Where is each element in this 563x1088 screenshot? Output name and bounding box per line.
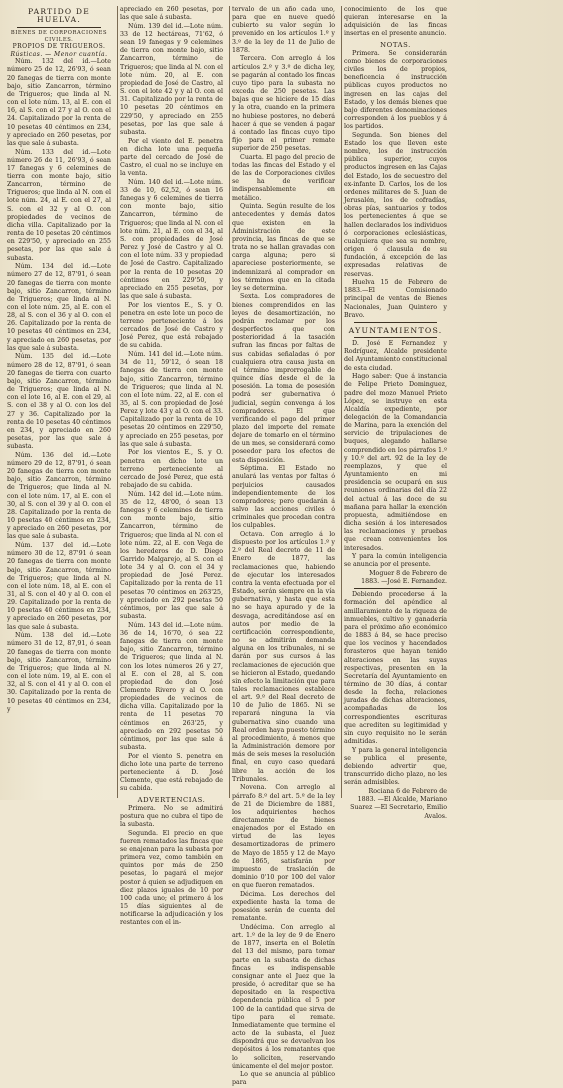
paragraph: Huelva 15 de Febrero de 1883.—El Comisionado principal de ventas de Bienes Nacionales, Juan Quintero y Bravo. (344, 279, 447, 319)
divider (17, 27, 101, 28)
paragraph: Novena. Con arreglo al párrafo 8.º del art. 5.º de la ley de 21 de Diciembre de 1881, los adquirientes hechos directamente de bienes enajenados por el Estado en virtud de las leyes desamortizadoras de primero de Mayo de 1855 y 12 de Mayo de 1865, satisfarán por impuesto de traslación de dominio 0'10 por 100 del valor en que fueron rematados. (232, 784, 335, 890)
signature: Rociana 6 de Febrero de 1883. —El Alcalde, Mariano Suarez —El Secretario, Emilio Avalos. (350, 788, 447, 820)
paragraph: Segunda. Son bienes del Estado los que lleven este nombre, los de instrucción pública superior, cuyos productos ingresen en las Cajas del Estado, los de secuestro del ex-infante D. Carlos, los de los ordenes militares de S. Juan de Jerusalén, los de cofradías, obras pías, santuarios y todos los pertenecientes á que se hallen declarados los individuos ó corporaciones eclesiásticas, cualquiera que sea su nombre, origen ó clausula de su fundación, á excepción de las expresadas relativas de reservas. (344, 131, 447, 278)
column-4 (341, 6, 449, 820)
paragraph: tervalo de un año cada uno, para que en nueve quedó cubierto su valor según lo prevenido en los artículos 1.º y 3.º de la ley de 11 de Julio de 1878. (232, 6, 335, 54)
paragraph: Núm. 133 del id.—Lote número 26 de 11, 26'93, ó sean 17 fanegas y 6 celemines de tierra con monte bajo, sitio Zancarron, término de Trigueros; que linda al N. con el lote núm. 24, al E. con el 27, al S. con el 32 y al O. con propiedades de vecinos de dicha villa. Capitalizado por la renta de 10 pesetas 20 céntimos en 229'50, y apreciado en 255 pesetas, por las que sale á subasta. (7, 148, 111, 262)
paragraph: Núm. 137 del id.—Lote número 30 de 12, 87'91 ó sean 20 fanegas de tierra con monte bajo, sitio Zancarron, término de Trigueros; que linda al N. con el lote núm. 18, al E. con el 31, al S. con el 40 y al O. con el 29. Capitalizado por la renta de 10 pesetas 40 céntimos en 234, y apreciado en 260 pesetas, por las que sale á subasta. (7, 542, 111, 631)
paragraph: Octava. Con arreglo á lo dispuesto por los artículos 1.º y 2.º del Real decreto de 11 de Enero de 1877, las reclamaciones que, habiendo de ejecutar los interesados contra la venta efectuada por el Estado, serán siempre en la vía gubernativa, y hasta que esta no se haya apurado y de la desvaga, acreditándose así en autos por medio de la certificación correspondiente, no se admitirán demanda alguna en los tribunales, ni se darán por sus cursos á las reclamaciones de ejecución que se hicieron al Estado, quedando sin efecto la limitación que para tales reclamaciones establece el art. 9.º del Real decreto de 10 de Julio de 1865. Ni se reparará ninguna la vía gubernativa sino cuando una Real orden haya puesto término al procedimiento, á menos que la Administración demore por más de seis meses la resolución final, en cuyo caso quedará libre la acción de los Tribunales. (232, 531, 335, 783)
paragraph: Quinta. Según resulte de los antecedentes y demás datos que existen en la Administración de este provincia, las fincas de que se trata no se hallan gravadas con carga alguna; pero si apareciese posteriormente, se indemnizará al comprador en los términos que en la citada ley se determina. (232, 203, 335, 292)
paragraph: Sexta. Los compradores de bienes comprendidos en las leyes de desamortización, no podrán reclamar por los desperfectos que con posterioridad á la tasación sufran las fincas por faltas de sus cabidas señaladas ó por cualquiera otra causa justa en el término improrrogable de quince días desde el de la posesión. La toma de posesión podrá ser gubernativa ó judicial, según convenga á los compradores. El que verificando el pago del primer plazo del importe del remate dejare de tomarlo en el término de un mes, se considerará como poseedor para los efectos de esta disposición. (232, 293, 335, 464)
paragraph: Décima. Los derechos del expediente hasta la toma de posesión serán de cuenta del rematante. (232, 890, 335, 923)
section-title-notas: NOTAS. (380, 40, 411, 49)
subheading: BIENES DE CORPORACIONES CIVILES. (10, 30, 108, 43)
paragraph: Por los vientos E., S. y O. penetra en este lote un poco de terreno perteneciente á los cercados de José de Castro y José Perez, que está rebajado de su cabida. (120, 301, 223, 350)
paragraph: Y para la común inteligencia se anuncia por el presente. (344, 553, 447, 569)
paragraph: Núm. 136 del id.—Lote número 29 de 12, 87'91, ó sean 20 fanegas de tierra con monte bajo, sitio Zancarron, término de Trigueros; que linda al N. con el lote núm. 17, al E. con el 30, al S. con el 39 y al O. con el 28. Capitalizado por la renta de 10 pesetas 40 céntimos en 234, y apreciado en 260 pesetas, por las que sale á subasta. (7, 451, 111, 541)
section-header: PARTIDO DE HUELVA. (28, 7, 90, 25)
paragraph: Primera. Se considerarán como bienes de corporaciones civiles los de propios, beneficencia é instrucción públicas cuyos productos no ingresen en las cajas del Estado, y los demás bienes que bajo diferentes denominaciones corresponden á los pueblos y á los partidos. (344, 49, 447, 131)
section-title-advertencias: ADVERTENCIAS. (137, 795, 206, 804)
paragraph: Debiendo procederse á la formación del apéndice al amillaramiento de la riqueza de inmuebles, cultivo y ganadería para el próximo año económico de 1883 á 84, se hace preciso que los vecinos y hacendados forasteros que hayan tenido alteraciones en las suyas respectivas, presenten en la Secretaría del Ayuntamiento en término de 30 días, á contar desde la fecha, relaciones juradas de dichas alteraciones, acompañadas de los correspondientes escrituras que acrediten su legitimidad y sin cuyo requisito no le serán admitidas. (344, 591, 447, 746)
paragraph: apreciado en 260 pesetas, por las que sale á subasta. (120, 6, 223, 22)
divider (354, 322, 437, 323)
column-3 (229, 6, 337, 1087)
paragraph: Núm. 135 del id.—Lote número 28 de 12, 87'91, ó sean 20 fanegas de tierra con cuarto bajo, sitio Zancarron, término de Trigueros; que linda al N. con el lote 16, al E. con el 29, al S. con el 38 y al O. con los del 27 y 36. Capitalizado por la renta de 10 pesetas 40 céntimos en 234, y apreciado en 260 pesetas, por las que sale á subasta. (7, 353, 111, 451)
paragraph: Por los vientos E., S. y O. penetra en dicho lote un terreno perteneciente al cercado de José Perez, que está rebajado de su cabida. (120, 449, 223, 490)
column-2 (117, 6, 225, 927)
paragraph: Segunda. El precio en que fueren rematados las fincas que se enajenan para la subasta por primera vez, como también en quintos por más de 250 pesetas, lo pagará el mejor postor á quien se adjudiquen en diez plazos iguales de 10 por 100 cada uno; el primero á los 15 días siguientes al de notificarse la adjudicación y los restantes con el in- (120, 829, 223, 927)
paragraph: Núm. 143 del id.—Lote núm. 36 de 14, 16'70, ó sea 22 fanegas de tierra con monte bajo, sitio Zancarron, término de Trigueros; que linda al N. con los lotes números 26 y 27, al E. con el 28, al S. con propiedad de don José Clemente Rivero y al O. con propiedades de vecinos de dicha villa. Capitalizado por la renta de 11 pesetas 70 céntimos en 263'25, y apreciado en 292 pesetas 50 céntimos, por las que sale á subasta. (120, 621, 223, 752)
paragraph: conocimiento de los que quieran interesarse en la adquisición de las fincas insertas en el presente anuncio. (344, 6, 447, 38)
paragraph: Por el viento S. penetra en dicho lote una parte de terreno perteneciente á D. José Clemente, que está rebajado de su cabida. (120, 752, 223, 793)
signature: Moguer 8 de Febrero de 1883. —José E. Fernandez. (361, 569, 447, 586)
subheading: PROPIOS DE TRIGUEROS. (12, 43, 106, 51)
paragraph: Núm. 140 del id.—Lote núm. 33 de 10, 62,52, ó sean 16 fanegas y 6 celemines de tierra con monte bajo, sitio Zancarron, término de Trigueros; que linda al N. con el lote núm. 21, al E. con el 34, al S. con propiedades de José Perez y José de Castro y al O. con el lote núm. 33 y propiedad de José de Castro. Capitalizado por la renta de 10 pesetas 20 céntimos en 229'50, y apreciado en 255 pesetas, por las que sale á subasta. (120, 178, 223, 300)
paragraph: Por el viento del E. penetra en dicha lote una pequeña parte del cercado de José de Castro, el cual no se incluye en la venta. (120, 137, 223, 178)
divider (354, 588, 437, 589)
column-1 (5, 6, 113, 798)
paragraph: Núm. 132 del id.—Lote número 25 de 12, 26'93, ó sean 20 fanegas de tierra con monte bajo, sitio Zancarron, término de Trigueros; que linda al N. con el lote núm. 13, al E. con el 16, al S. con el 27 y al O. con el 24. Capitalizado por la renta de 10 pesetas 40 céntimos en 234, y apreciado en 260 pesetas, por las que sale á subasta. (7, 58, 111, 147)
paragraph: Hago saber: Que á instancia de Felipe Prieto Dominguez, padre del mozo Manuel Prieto López, se instruye en esta Alcaldía expediente, por delegación de la Comandancia de Marina, para la exención del servicio de tripulaciones de buques, alegando hallarse comprendido en los párrafos 1.º y 10.º del art. 92 de la ley de reemplazos, y que el Ayuntamiento en mi presidencia se ocupará en sus reuniones ordinarias del día 22 del actual á las doce de su mañana para hallar la exención propuesta, admitiéndose en dicha sesión á los interesados las reclamaciones y pruebas que crean convenientes los interesados. (344, 373, 447, 552)
paragraph: Núm. 142 del id.—Lote núm. 35 de 12, 48'00, ó sean 13 fanegas y 6 celemines de tierra con monte bajo, sitio Zancarron, término de Trigueros; que linda al N. con el lote núm. 22, al E. con Vega de los herederos de D. Diego Garrido Malgarejo, al S. con el lote 34 y al O. con el 34 y propiedad de José Perez. Capitalizado por la renta de 11 pesetas 70 céntimos en 263'25, y apreciado en 292 pesetas 50 céntimos, por las que sale á subasta. (120, 490, 223, 621)
paragraph: Núm. 139 del id.—Lote núm. 33 de 12 hectáreas, 71'62, ó sean 19 fanegas y 9 celemines de tierra con monte bajo, sitio Zancarron, término de Trigueros; que linda al N. con el lote núm. 20, al E. con propiedad de José de Castro, al S. con el lote 42 y y al O. con el 31. Capitalizado por la renta de 10 pesetas 20 céntimos en 229'50, y apreciado en 255 pesetas, por las que sale á subasta. (120, 22, 223, 136)
paragraph: Núm. 134 del id.—Lote número 27 de 12, 87'91, ó sean 20 fanegas de tierra con monte bajo, sitio Zancarron, término de Trigueros; que linda al N. con el lote núm. 25, al E. con el 28, al S. con el 36 y al O. con el 26. Capitalizado por la renta de 10 pesetas 40 céntimos en 234, y apreciado en 260 pesetas, por las que sale á subasta. (7, 263, 111, 352)
divider (354, 337, 437, 338)
paragraph: D. José E Fernandez y Rodríguez, Alcalde presidente del Ayuntamiento constitucional de esta ciudad. (344, 340, 447, 372)
paragraph: Séptima. El Estado no anulará las ventas por faltas ó perjuicios causados independientemente de los compradores; pero quedarán á salvo las acciones civiles ó criminales que procedan contra los culpables. (232, 465, 335, 530)
paragraph: Tercera. Con arreglo á los artículos 2.º y 3.º de dicha ley, se pagarán al contado los fincas cuyo tipo para la subasta no exceda de 250 pesetas. Las bajas que se hiciere de 15 días y la otra, cuando en la primera no hubiese postores, no deberá hacer á que se venden á pagar á contado las fincas cuyo tipo fijo para el primer remate superior de 250 pesetas. (232, 55, 335, 153)
paragraph: Cuarta. El pago del precio de todas las fincas del Estado y el de las de Corporaciones civiles se ha de verificar indispensablemente en metálico. (232, 153, 335, 202)
paragraph: Núm. 141 del id.—Lote núm. 34 de 11, 59'12, ó sean 18 fanegas de tierra con monte bajo, sitio Zancarron, término de Trigueros; que linda al N. con el lote núm. 22, al E. con el 35, al S. con propiedad de José Perez y lote 43 y al O. con el 33. Capitalizado por la renta de 10 pesetas 20 céntimos en 229'50, y apreciado en 255 pesetas, por las que sale á subasta. (120, 351, 223, 448)
paragraph: Undécima. Con arreglo al art. 1.º de la ley de 9 de Enero de 1877, inserta en el Boletín del 13 del mismo, para tomar parte en la subasta de dichas fincas es indispensable consignar ante el Juez que la preside, ó acreditar que se ha depositado en la respectiva dependencia pública el 5 por 100 de la cantidad que sirva de tipo para el remate. Inmediatamente que termine el acto de la subasta, el Juez dispondrá que se devuelvan los depósitos á los rematantes que lo soliciten, reservando únicamente el del mejor postor. (232, 924, 335, 1070)
columns (5, 6, 558, 1087)
paragraph: Lo que se anuncia al público para (232, 1071, 335, 1087)
paragraph: Primera. No se admitirá postura que no cubra el tipo de la subasta. (120, 804, 223, 828)
paragraph: Núm. 138 del id.—Lote número 31 de 12, 87,91, ó sean 20 fanegas de tierra con monte bajo, sitio Zancarron, término de Trigueros; que linda al N. con el lote núm. 19, al E. con el 32, al S. con el 41 y al O. con el 30. Capitalizado por la renta de 10 pesetas 40 céntimos en 234, y (7, 632, 111, 713)
subheading: Rústicas. — Menor cuantía. (10, 50, 108, 58)
paragraph: Y para la general inteligencia se publica el presente, debiendo advertir que, transcurrido dicho plazo, no les serán admisibles. (344, 746, 447, 787)
section-title-ayuntamientos: AYUNTAMIENTOS. (348, 325, 443, 335)
